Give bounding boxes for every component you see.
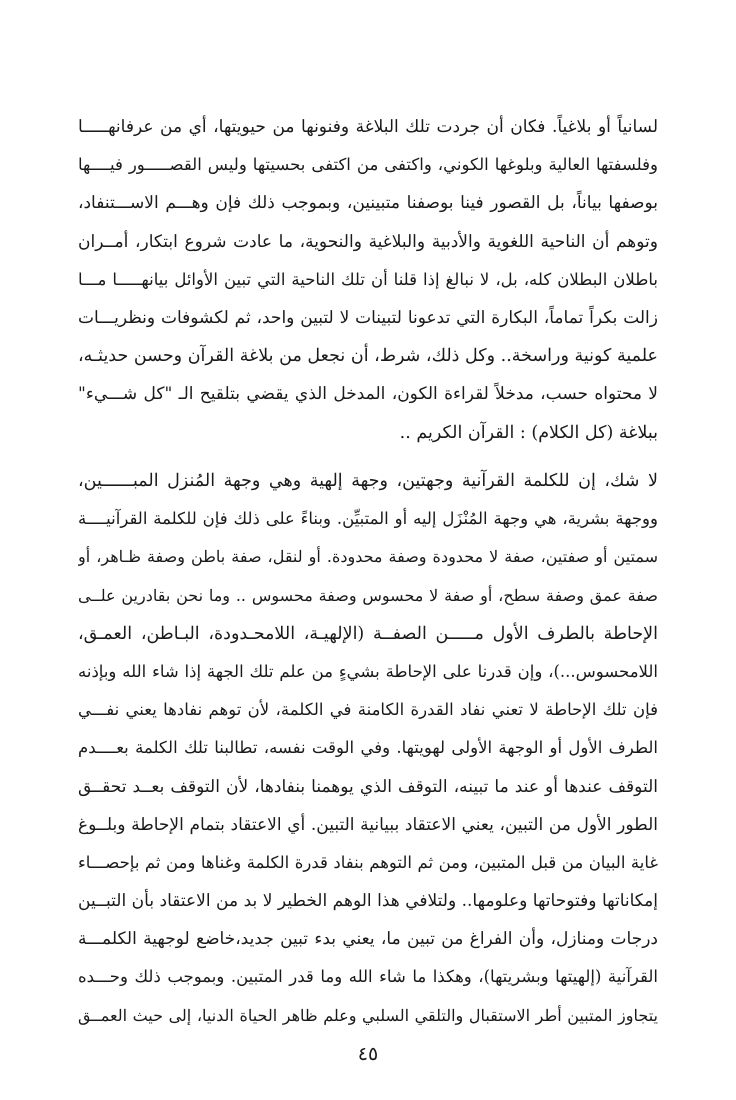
text-line: ووجهة بشرية، هي وجهة المُنْزَل إليه أو المتبيِّن. وبناءً على ذلك فإن للكلمة القرآنيــــة [78,509,658,529]
paragraph-2 [78,462,658,1035]
text-line: زالت بكراً تماماً، البكارة التي تدعونا لتبينات لا لتبين واحد، ثم لكشوفات ونظريـــات [78,307,658,328]
text-line: علمية كونية وراسخة.. وكل ذلك، شرط، أن نجعل من بلاغة القرآن وحسن حديثـه، [78,346,658,367]
text-line: يتجاوز المتبين أطر الاستقبال والتلقي السلبي وعلم ظاهر الحياة الدنيا، إلى حيث العمــق [78,1005,658,1025]
page-number: ٤٥ [357,1043,379,1065]
text-line: اللامحسوس...)، وإن قدرنا على الإحاطة بشيءٍ من علم تلك الجهة إذا شاء الله وبإذنه [78,661,658,681]
text-line: بوصفها بياناً، بل القصور فينا بوصفنا متبينين، وبموجب ذلك فإن وهـــم الاســـتنفاد، [78,193,658,214]
text-line: صفة عمق وصفة سطح، أو صفة لا محسوس وصفة محسوس .. وما نحن بقادرين علــى [78,585,658,605]
text-line: باطلان البطلان كله، بل، لا نبالغ إذا قلنا أن تلك الناحية التي تبين الأوائل بيانه‍ـــــا مـــا [78,269,658,289]
text-line: لا شك، إن للكلمة القرآنية وجهتين، وجهة إلهية وهي وجهة المُنزل المبــــــين، [78,471,658,491]
text-line: سمتين أو صفتين، صفة لا محدودة وصفة محدودة. أو لنقل، صفة باطن وصفة ظـاهر، أو [78,547,658,567]
text-line: وفلسفتها العالية وبلوغها الكوني، واكتفى من اكتفى بحسيتها وليس القصـــــور فيــــها [78,155,658,175]
text-line: الطور الأول من التبين، يعني الاعتقاد ببيانية التبين. أي الاعتقاد بتمام الإحاطة وبلــوغ [78,814,658,835]
text-line: الإحاطة بالطرف الأول مـــــن الصفــة (الإلهيـة، اللامحـدودة، البـاطن، العمـق، [78,623,658,644]
text-line: ببلاغة (كل الكلام) : القرآن الكريم .. [399,422,658,443]
text-line: الطرف الأول أو الوجهة الأولى لهويتها. وفي الوقت نفسه، تطالبنا تلك الكلمة بعــــدم [78,738,658,758]
text-line: التوقف عندها أو عند ما تبينه، التوقف الذي يوهمنا بنفادها، لأن التوقف بعــد تحقــق [78,776,658,797]
text-line: لسانياً أو بلاغياً. فكان أن جردت تلك البلاغة وفنونها من حيويتها، أي من عرفانه‍ـــــا [78,117,658,137]
paragraph-1 [78,108,658,452]
text-line: وتوهم أن الناحية اللغوية والأدبية والبلاغية والنحوية، ما عادت شروع ابتكار، أمــران [78,231,658,252]
text-line: القرآنية (إلهيتها وبشريتها)، وهكذا ما شاء الله وما قدر المتبين. وبموجب ذلك وحـــده [78,967,658,987]
text-line: درجات ومنازل، وأن الفراغ من تبين ما، يعني بدء تبين جديد،خاضع لوجهية الكلمـــة [78,929,658,950]
text-line: غاية البيان من قبل المتبين، ومن ثم التوهم بنفاد قدرة الكلمة وغناها ومن ثم بإحصـــاء [78,852,658,872]
text-line: فإن تلك الإحاطة لا تعني نفاد القدرة الكامنة في الكلمة، لأن توهم نفادها يعني نفـــي [78,700,658,720]
text-line: لا محتواه حسب، مدخلاً لقراءة الكون، المدخل الذي يقضي بتلقيح الـ "كل شـــيء" [78,384,658,405]
text-line: إمكاناتها وفتوحاتها وعلومها.. ولتلافي هذا الوهم الخطير لا بد من الاعتقاد بأن التبــين [78,891,658,912]
